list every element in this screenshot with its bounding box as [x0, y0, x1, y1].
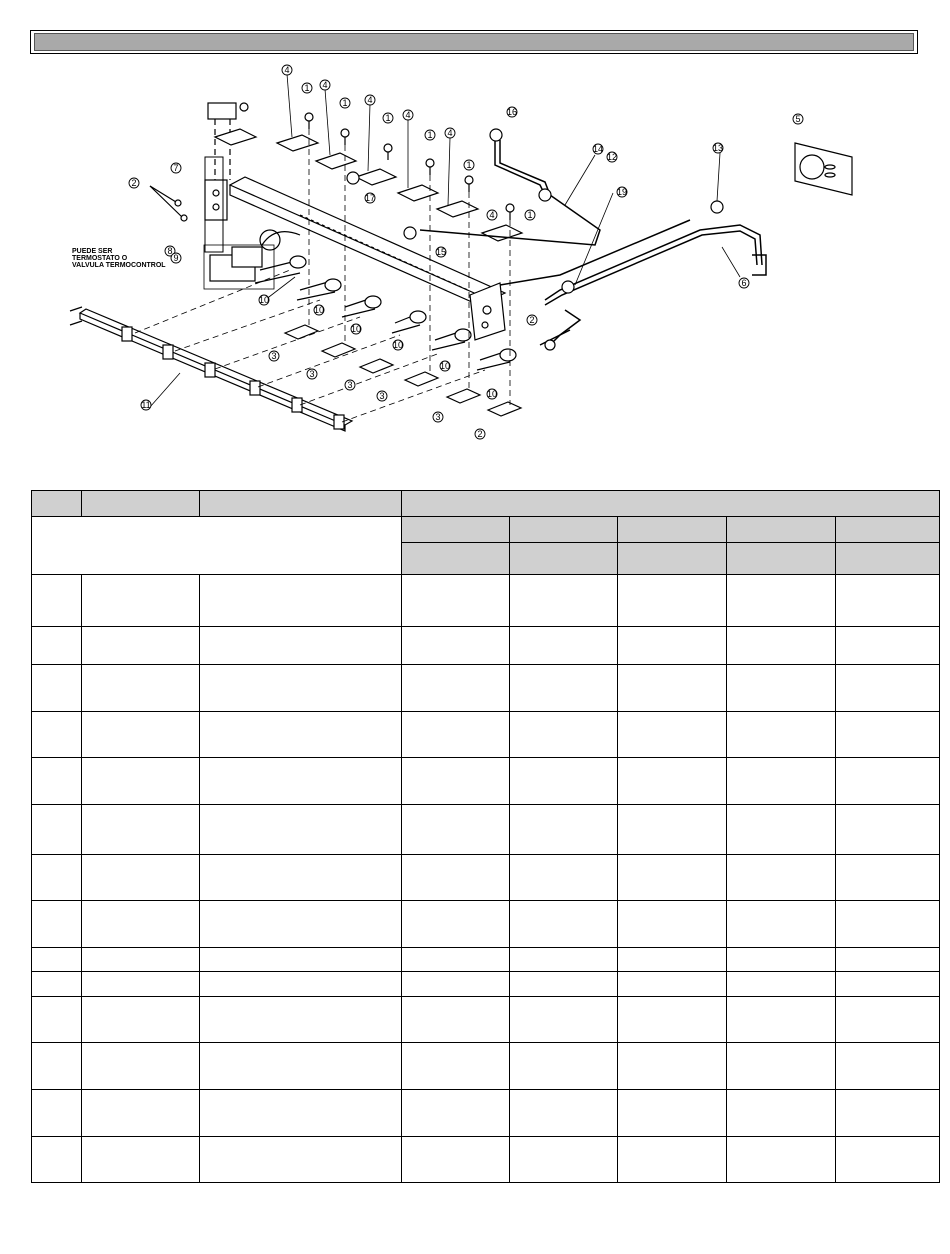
- left-screws: [150, 186, 187, 221]
- table-cell: [836, 758, 940, 805]
- table-cell: [32, 575, 82, 627]
- table-cell: [727, 972, 836, 997]
- table-cell: [200, 901, 402, 948]
- table-cell: [618, 627, 727, 665]
- callout-4e: 4: [447, 128, 453, 138]
- table-row: [32, 712, 940, 758]
- header-cell: [836, 517, 940, 543]
- table-cell: [836, 972, 940, 997]
- callout-10e: 10: [439, 361, 451, 371]
- table-cell: [727, 855, 836, 901]
- table-cell: [32, 972, 82, 997]
- table-cell: [618, 575, 727, 627]
- note-line-2: TERMOSTATO O: [72, 255, 128, 262]
- table-cell: [727, 1137, 836, 1183]
- callout-17: 17: [364, 193, 376, 203]
- callout-10c: 10: [350, 324, 362, 334]
- table-cell: [200, 1090, 402, 1137]
- table-cell: [510, 1043, 618, 1090]
- table-row: [32, 997, 940, 1043]
- table-cell: [402, 805, 510, 855]
- callout-9: 9: [173, 253, 179, 263]
- table-cell: [618, 948, 727, 972]
- table-cell: [402, 1137, 510, 1183]
- callout-16: 16: [506, 107, 518, 117]
- table-cell: [402, 855, 510, 901]
- table-row: [32, 855, 940, 901]
- table-cell: [727, 712, 836, 758]
- table-cell: [836, 901, 940, 948]
- table-cell: [836, 805, 940, 855]
- callout-8: 8: [167, 246, 173, 256]
- table-cell: [618, 855, 727, 901]
- table-row: [32, 627, 940, 665]
- table-cell: [402, 1043, 510, 1090]
- table-cell: [510, 972, 618, 997]
- table-row: [32, 575, 940, 627]
- table-cell: [32, 758, 82, 805]
- table-cell: [402, 758, 510, 805]
- left-bracket: [205, 103, 236, 220]
- table-cell: [82, 805, 200, 855]
- table-cell: [82, 712, 200, 758]
- callout-3e: 3: [435, 412, 441, 422]
- table-cell: [727, 1043, 836, 1090]
- callout-6: 6: [741, 278, 747, 288]
- table-cell: [618, 972, 727, 997]
- table-cell: [510, 627, 618, 665]
- table-cell: [510, 758, 618, 805]
- table-cell: [836, 1137, 940, 1183]
- header-cell: [836, 543, 940, 575]
- table-cell: [618, 712, 727, 758]
- table-cell: [32, 665, 82, 712]
- callout-4f: 4: [489, 210, 495, 220]
- table-cell: [402, 1090, 510, 1137]
- callout-19: 19: [616, 187, 628, 197]
- table-row: [32, 1043, 940, 1090]
- callout-1f: 1: [527, 210, 533, 220]
- table-cell: [200, 627, 402, 665]
- callout-3a: 3: [271, 351, 277, 361]
- table-cell: [200, 805, 402, 855]
- table-cell: [32, 1043, 82, 1090]
- table-cell: [836, 1043, 940, 1090]
- part-5-plate: [795, 143, 852, 195]
- table-cell: [82, 997, 200, 1043]
- header-cell: [82, 491, 200, 517]
- table-cell: [510, 855, 618, 901]
- table-cell: [618, 1090, 727, 1137]
- thermostat-note: [72, 248, 166, 269]
- table-cell: [727, 665, 836, 712]
- callout-1e: 1: [466, 160, 472, 170]
- table-cell: [727, 997, 836, 1043]
- table-cell: [618, 997, 727, 1043]
- table-cell: [727, 805, 836, 855]
- title-bar-fill: [34, 33, 914, 51]
- table-header-row-1: [32, 491, 940, 517]
- table-header-row-2: [32, 517, 940, 543]
- table-cell: [82, 575, 200, 627]
- header-cell: [32, 517, 402, 575]
- section-title-bar: [30, 30, 918, 54]
- table-cell: [510, 712, 618, 758]
- callout-10a: 10: [258, 295, 270, 305]
- table-cell: [727, 627, 836, 665]
- callout-1d: 1: [427, 130, 433, 140]
- callout-3b: 3: [309, 369, 315, 379]
- callout-2a: 2: [131, 178, 137, 188]
- table-cell: [82, 1137, 200, 1183]
- table-cell: [510, 1137, 618, 1183]
- callout-3c: 3: [347, 380, 353, 390]
- table-cell: [836, 575, 940, 627]
- pipe-end: [752, 255, 766, 275]
- table-cell: [402, 712, 510, 758]
- table-cell: [727, 901, 836, 948]
- header-cell: [402, 517, 510, 543]
- note-line-3: VALVULA TERMOCONTROL: [72, 262, 166, 269]
- thermostat-assembly: [204, 157, 300, 289]
- table-cell: [32, 997, 82, 1043]
- callout-14: 14: [592, 144, 604, 154]
- header-cell: [510, 543, 618, 575]
- table-cell: [836, 997, 940, 1043]
- table-cell: [402, 627, 510, 665]
- callout-2c: 2: [477, 429, 483, 439]
- callout-4b: 4: [322, 80, 328, 90]
- callout-5: 5: [795, 114, 801, 124]
- table-cell: [510, 997, 618, 1043]
- table-cell: [618, 758, 727, 805]
- table-cell: [82, 627, 200, 665]
- header-cell: [200, 491, 402, 517]
- table-row: [32, 805, 940, 855]
- table-cell: [32, 1137, 82, 1183]
- callout-4d: 4: [405, 110, 411, 120]
- callout-1b: 1: [342, 98, 348, 108]
- table-cell: [402, 997, 510, 1043]
- table-cell: [402, 901, 510, 948]
- lower-clip-group: [285, 325, 521, 416]
- callout-leaders: [150, 74, 740, 407]
- table-cell: [200, 712, 402, 758]
- table-cell: [727, 948, 836, 972]
- table-cell: [82, 948, 200, 972]
- table-cell: [200, 665, 402, 712]
- callout-4a: 4: [284, 65, 290, 75]
- table-cell: [82, 1090, 200, 1137]
- gas-pipes: [420, 140, 762, 345]
- callout-1c: 1: [385, 113, 391, 123]
- table-cell: [82, 972, 200, 997]
- table-cell: [200, 855, 402, 901]
- table-cell: [402, 948, 510, 972]
- table-cell: [618, 805, 727, 855]
- table-cell: [618, 1137, 727, 1183]
- callout-7: 7: [173, 163, 179, 173]
- parts-table: [31, 490, 940, 1183]
- table-cell: [618, 665, 727, 712]
- table-cell: [200, 997, 402, 1043]
- table-cell: [510, 948, 618, 972]
- table-cell: [32, 627, 82, 665]
- table-cell: [510, 665, 618, 712]
- table-cell: [32, 712, 82, 758]
- table-row: [32, 972, 940, 997]
- table-cell: [82, 665, 200, 712]
- table-cell: [510, 575, 618, 627]
- callout-10b: 10: [313, 305, 325, 315]
- table-cell: [200, 575, 402, 627]
- exploded-parts-diagram: [0, 55, 950, 475]
- header-cell: [510, 517, 618, 543]
- callout-2b: 2: [529, 315, 535, 325]
- table-cell: [836, 855, 940, 901]
- table-cell: [32, 901, 82, 948]
- table-cell: [402, 575, 510, 627]
- table-body: [32, 575, 940, 1183]
- callout-13: 13: [712, 143, 724, 153]
- table-cell: [618, 901, 727, 948]
- header-cell: [727, 543, 836, 575]
- table-cell: [200, 1137, 402, 1183]
- header-cell: [727, 517, 836, 543]
- header-cell: [402, 543, 510, 575]
- callout-10f: 10: [486, 389, 498, 399]
- table-row: [32, 665, 940, 712]
- table-row: [32, 1090, 940, 1137]
- table-cell: [82, 901, 200, 948]
- callout-11: 11: [141, 400, 151, 410]
- table-cell: [200, 1043, 402, 1090]
- table-cell: [82, 855, 200, 901]
- header-cell: [402, 491, 940, 517]
- table-cell: [727, 1090, 836, 1137]
- table-cell: [836, 948, 940, 972]
- table-cell: [200, 972, 402, 997]
- table-cell: [402, 972, 510, 997]
- table-cell: [727, 575, 836, 627]
- callout-12: 12: [606, 152, 618, 162]
- table-cell: [510, 901, 618, 948]
- table-cell: [510, 805, 618, 855]
- table-cell: [200, 948, 402, 972]
- header-cell: [618, 543, 727, 575]
- table-row: [32, 1137, 940, 1183]
- header-cell: [32, 491, 82, 517]
- table-cell: [32, 805, 82, 855]
- callout-10d: 10: [392, 340, 404, 350]
- table-cell: [618, 1043, 727, 1090]
- table-row: [32, 948, 940, 972]
- table-cell: [727, 758, 836, 805]
- callout-15: 15: [435, 247, 447, 257]
- callout-1a: 1: [304, 83, 310, 93]
- header-cell: [618, 517, 727, 543]
- table-cell: [510, 1090, 618, 1137]
- callout-3d: 3: [379, 391, 385, 401]
- table-cell: [32, 1090, 82, 1137]
- table-cell: [82, 1043, 200, 1090]
- table-row: [32, 901, 940, 948]
- table-cell: [402, 665, 510, 712]
- table-cell: [200, 758, 402, 805]
- table-cell: [32, 948, 82, 972]
- note-line-1: PUEDE SER: [72, 248, 113, 255]
- table-cell: [836, 665, 940, 712]
- callout-4c: 4: [367, 95, 373, 105]
- table-cell: [836, 1090, 940, 1137]
- table-cell: [836, 712, 940, 758]
- table-cell: [32, 855, 82, 901]
- table-cell: [836, 627, 940, 665]
- table-cell: [82, 758, 200, 805]
- table-row: [32, 758, 940, 805]
